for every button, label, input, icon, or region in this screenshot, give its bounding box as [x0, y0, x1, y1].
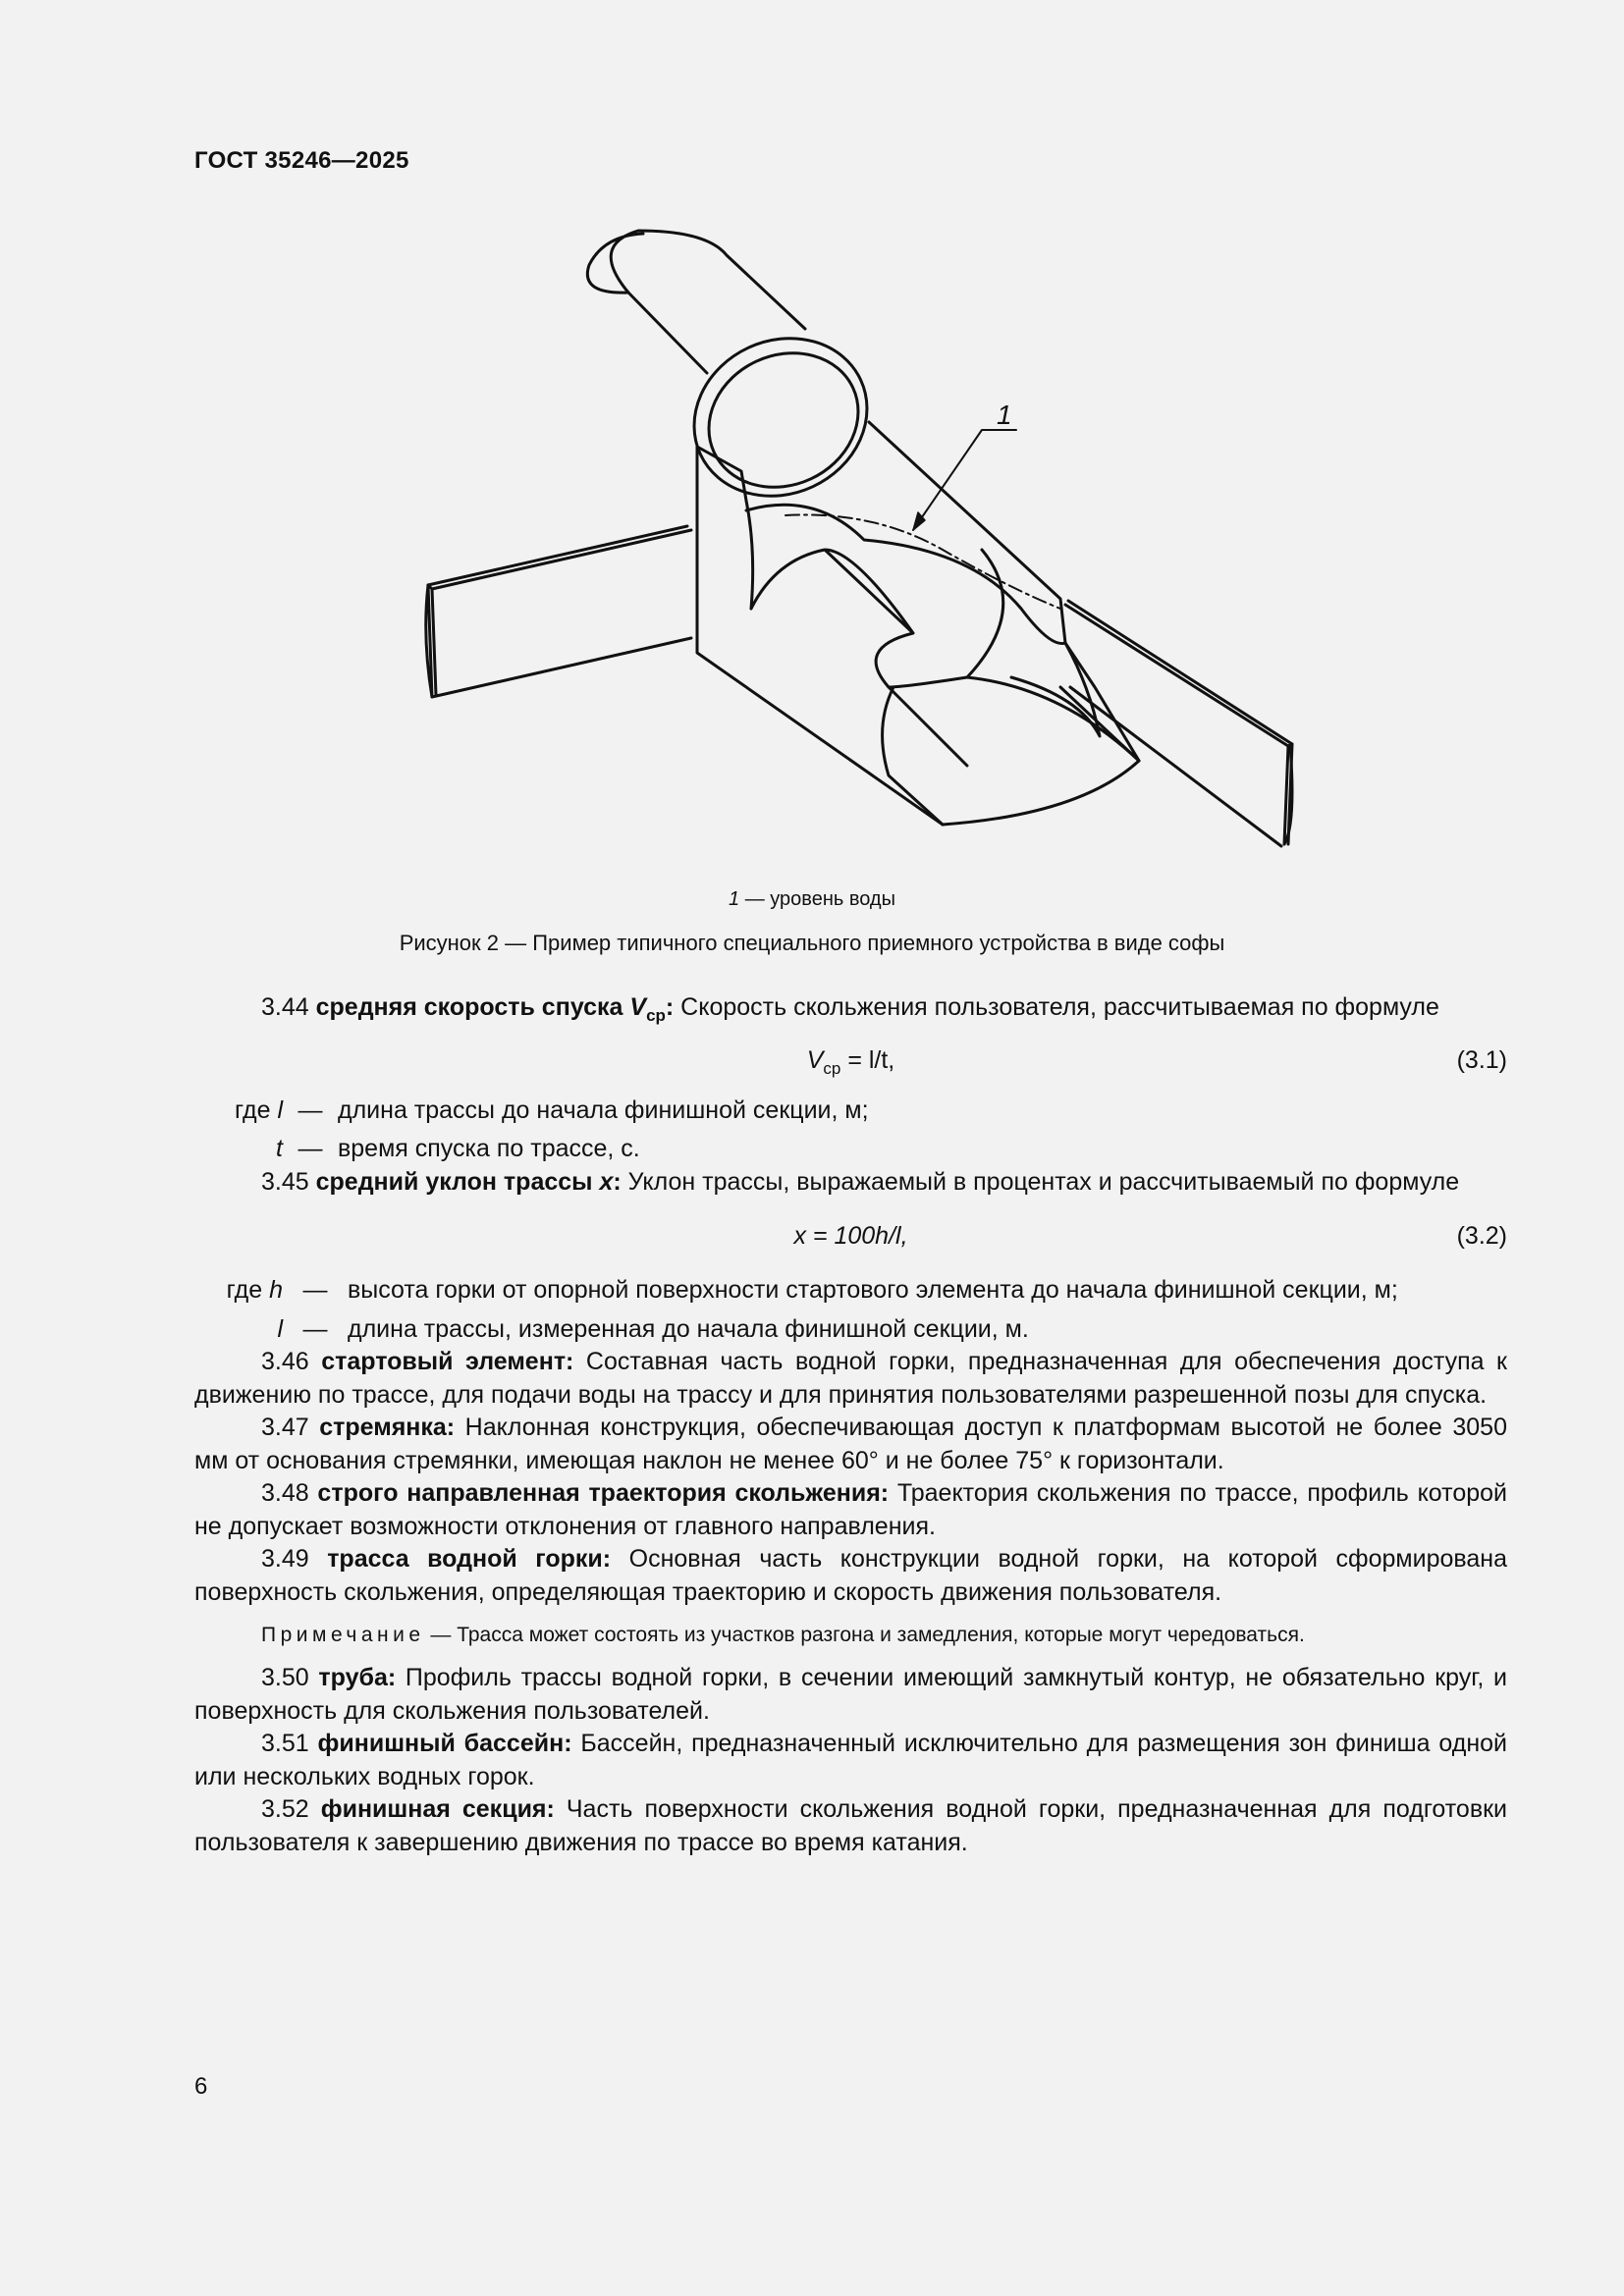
formula-3-1: $V_{ср} = l/t$, (3.1)	[806, 1045, 1507, 1078]
term-definition: Скорость скольжения пользователя, рассчитываемая по формуле	[674, 993, 1439, 1021]
term-title: трасса водной горки:	[327, 1545, 612, 1573]
figure-sofa-catcher	[412, 226, 1296, 864]
note-label: Примечание	[261, 1624, 425, 1646]
term-3-52: 3.52 финишная секция: Часть поверхности скольжения водной горки, предназначенная для подготовки пользователя к завершению движения по трассе во время катания.	[194, 1795, 1508, 1856]
term-title: строго направленная траектория скольжения:	[317, 1479, 890, 1507]
figure-caption: Рисунок 2 — Пример типичного специального приемного устройства в виде софы	[399, 931, 1225, 955]
term-3-48: 3.48 строго направленная траектория скольжения: Траектория скольжения по трассе, профиль которой не допускает возможности отклонения от главного направления.	[194, 1479, 1507, 1540]
note-text: — Трасса может состоять из участков разгона и замедления, которые могут чередоваться.	[424, 1624, 1305, 1646]
sofa-front	[943, 761, 1139, 825]
term-title: стартовый элемент:	[321, 1348, 574, 1375]
term-3-50: 3.50 труба: Профиль трассы водной горки, в сечении имеющий замкнутый контур, не обязательно круг, и поверхность для скольжения пользователей.	[194, 1664, 1507, 1725]
document-header: ГОСТ 35246—2025	[194, 147, 409, 174]
term-3-49: 3.49 трасса водной горки: Основная часть конструкции водной горки, на которой сформирована поверхность скольжения, определяющая траекторию и скорость движения пользователя.	[194, 1545, 1507, 1606]
where-item: l — длина трассы, измеренная до начала финишной секции, м.	[277, 1314, 1029, 1343]
term-title: стремянка:	[319, 1414, 456, 1441]
left-chute	[428, 526, 691, 697]
term-definition: Основная часть конструкции водной горки, на которой сформирована поверхность скольжения, определяющая траекторию и скорость движения пользователя.	[194, 1545, 1507, 1606]
term-definition: Бассейн, предназначенный исключительно для размещения зон финиша одной или нескольких водных горок.	[194, 1730, 1508, 1790]
formula-number: (3.2)	[1456, 1222, 1507, 1250]
formula-3-2: x = 100h/l, (3.2)	[194, 1220, 1507, 1253]
term-definition: Траектория скольжения по трассе, профиль которой не допускает возможности отклонения от главного направления.	[194, 1479, 1507, 1540]
term-title: средняя скорость спуска	[315, 993, 630, 1021]
term-title: труба:	[318, 1664, 397, 1691]
formula-number: (3.1)	[1456, 1045, 1507, 1074]
term-definition: Часть поверхности скольжения водной горки, предназначенная для подготовки пользователя к завершению движения по трассе во время катания.	[194, 1795, 1508, 1856]
figure-legend	[0, 888, 1624, 911]
term-3-46: 3.46 стартовый элемент: Составная часть водной горки, предназначенная для обеспечения доступа к движению по трассе, для подачи воды на трассу и для принятия пользователями разрешенной позы для спуска.	[194, 1348, 1507, 1409]
document-body	[194, 991, 1507, 1859]
sofa-catcher-drawing	[412, 226, 1296, 864]
note	[194, 1621, 1507, 1650]
term-definition: Составная часть водной горки, предназначенная для обеспечения доступа к движению по трассе, для подачи воды на трассу и для принятия пользователями разрешенной позы для спуска.	[194, 1348, 1507, 1409]
page-number: 6	[194, 2073, 208, 2100]
upper-tube	[611, 231, 805, 373]
term-title: финишная секция:	[320, 1795, 555, 1823]
callout-leader	[913, 430, 1016, 530]
term-3-51: 3.51 финишный бассейн: Бассейн, предназначенный исключительно для размещения зон финиша одной или нескольких водных горок.	[194, 1730, 1508, 1790]
term-definition: Наклонная конструкция, обеспечивающая доступ к платформам высотой не более 3050 мм от основания стремянки, имеющая наклон не менее 60° и не более 75° к горизонтали.	[194, 1414, 1507, 1474]
sofa-surface-2	[751, 550, 967, 766]
where-item: где l — длина трассы до начала финишной секции, м;	[235, 1095, 869, 1124]
right-chute-bottom	[1070, 687, 1292, 846]
term-3-47: 3.47 стремянка: Наклонная конструкция, обеспечивающая доступ к платформам высотой не более 3050 мм от основания стремянки, имеющая наклон не менее 60° и не более 75° к горизонтали.	[194, 1414, 1507, 1474]
where-item: t — время спуска по трассе, с.	[276, 1135, 640, 1162]
where-item: где h — высота горки от опорной поверхности стартового элемента до начала финишной секции, м;	[226, 1276, 1398, 1304]
term-title: финишный бассейн:	[317, 1730, 572, 1757]
callout-number: 1	[997, 400, 1012, 430]
tube-ring-inner	[686, 329, 880, 511]
legend-number: 1	[729, 888, 740, 910]
sofa-surface-3	[883, 550, 1139, 825]
term-3-45: 3.45 средний уклон трассы x: Уклон трассы, выражаемый в процентах и рассчитываемый по формуле	[261, 1167, 1460, 1196]
term-definition: Профиль трассы водной горки, в сечении имеющий замкнутый контур, не обязательно круг, и поверхность для скольжения пользователей.	[194, 1664, 1507, 1725]
legend-text: — уровень воды	[739, 888, 895, 910]
term-title: средний уклон трассы	[315, 1167, 600, 1196]
term-3-44: 3.44 средняя скорость спуска $V_{ср}$: Скорость скольжения пользователя, рассчитываемая по формуле	[261, 993, 1439, 1025]
term-definition: Уклон трассы, выражаемый в процентах и рассчитываемый по формуле	[621, 1167, 1460, 1196]
